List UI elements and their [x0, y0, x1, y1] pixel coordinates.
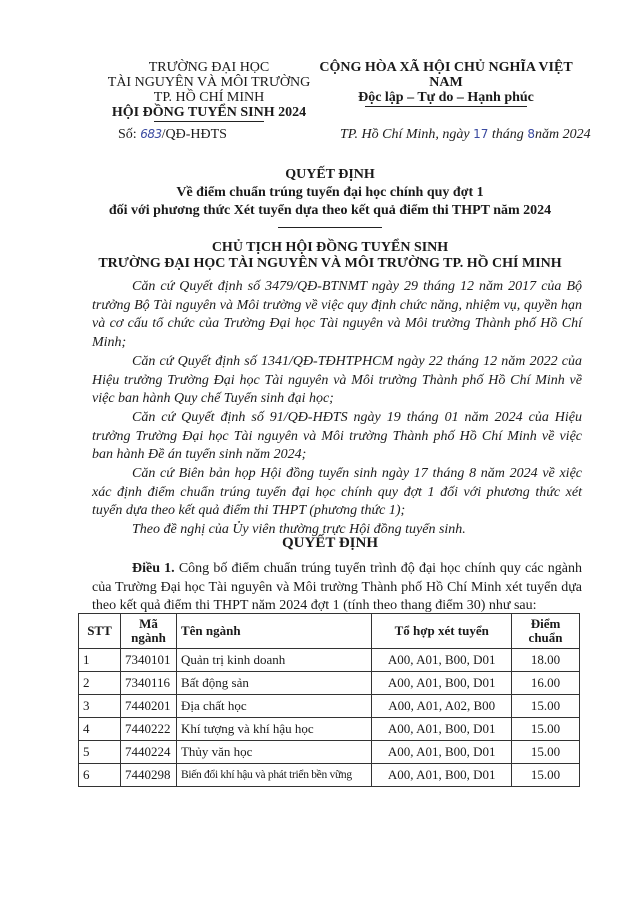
- cell-score: 15.00: [512, 718, 580, 741]
- cell-score: 18.00: [512, 649, 580, 672]
- title-rule: [278, 227, 382, 228]
- cell-code: 7340116: [120, 672, 176, 695]
- issuer-header: [84, 60, 334, 122]
- cell-score: 15.00: [512, 741, 580, 764]
- cell-name: Biến đổi khí hậu và phát triển bền vững: [176, 764, 371, 787]
- basis-paragraph-5: Theo đề nghị của Ủy viên thường trực Hội đồng tuyển sinh.: [132, 522, 466, 538]
- doc-number-handwritten: 683: [140, 127, 162, 141]
- place-date-day: 17: [473, 127, 489, 141]
- chair-line-1: CHỦ TỊCH HỘI ĐỒNG TUYỂN SINH: [211, 240, 449, 255]
- issuer-line-1: TRƯỜNG ĐẠI HỌC: [148, 60, 270, 75]
- table-row: [79, 695, 580, 718]
- cell-stt: 1: [79, 649, 121, 672]
- basis-paragraph-1: Căn cứ Quyết định số 3479/QĐ-BTNMT ngày 29 tháng 12 năm 2017 của Bộ trưởng Bộ Tài nguyên và Môi trường về việc quy định chức năng, nhiệm vụ, quyền hạn và cơ cấu tổ chức của Trường Đại học Tài nguyên và Môi trường Thành phố Hồ Chí Minh;: [92, 279, 582, 351]
- cell-stt: 4: [79, 718, 121, 741]
- cell-combo: A00, A01, B00, D01: [372, 649, 512, 672]
- chair-line-2: TRƯỜNG ĐẠI HỌC TÀI NGUYÊN VÀ MÔI TRƯỜNG TP. HỒ CHÍ MINH: [98, 256, 562, 271]
- cell-score: 15.00: [512, 764, 580, 787]
- place-date-part3: năm 2024: [534, 127, 591, 142]
- decision-title: [60, 166, 600, 228]
- doc-number-suffix: /QĐ-HĐTS: [161, 127, 227, 142]
- document-number: [118, 127, 227, 143]
- header-stt: STT: [79, 614, 121, 649]
- national-header: [306, 60, 586, 107]
- place-date-month: 8: [527, 127, 535, 141]
- title-line-1: QUYẾT ĐỊNH: [285, 167, 375, 182]
- table-row: [79, 764, 580, 787]
- basis-paragraph-3: Căn cứ Quyết định số 91/QĐ-HĐTS ngày 19 tháng 01 năm 2024 của Hiệu trưởng Trường Đại học Tài nguyên và Môi trường Thành phố Hồ Chí Minh về việc ban hành Đề án tuyển sinh năm 2024;: [92, 409, 582, 463]
- table-row: [79, 649, 580, 672]
- header-name: Tên ngành: [176, 614, 371, 649]
- national-underline: [365, 106, 527, 107]
- cell-combo: A00, A01, B00, D01: [372, 764, 512, 787]
- cell-code: 7440222: [120, 718, 176, 741]
- title-line-2: Về điểm chuẩn trúng tuyển đại học chính quy đợt 1: [176, 185, 484, 200]
- issuer-underline: [154, 121, 264, 122]
- header-combo: Tổ hợp xét tuyển: [372, 614, 512, 649]
- cell-name: Địa chất học: [176, 695, 371, 718]
- cell-combo: A00, A01, B00, D01: [372, 741, 512, 764]
- cell-score: 15.00: [512, 695, 580, 718]
- cell-code: 7440298: [120, 764, 176, 787]
- article-1: [92, 560, 582, 616]
- cell-code: 7440201: [120, 695, 176, 718]
- table-row: [79, 741, 580, 764]
- issuer-line-4: HỘI ĐỒNG TUYỂN SINH 2024: [111, 105, 307, 120]
- cell-stt: 2: [79, 672, 121, 695]
- cell-name: Khí tượng và khí hậu học: [176, 718, 371, 741]
- cell-name: Quản trị kinh doanh: [176, 649, 371, 672]
- national-title: CỘNG HÒA XÃ HỘI CHỦ NGHĨA VIỆT NAM: [319, 60, 573, 90]
- cell-name: Thủy văn học: [176, 741, 371, 764]
- cell-stt: 5: [79, 741, 121, 764]
- table-row: [79, 672, 580, 695]
- table-header-row: [79, 614, 580, 649]
- place-date: [340, 127, 591, 143]
- article-1-label: Điều 1.: [132, 561, 175, 576]
- title-line-3: đối với phương thức Xét tuyển dựa theo kết quả điểm thi THPT năm 2024: [108, 203, 552, 218]
- admission-score-table: [78, 613, 580, 787]
- basis-paragraph-4: Căn cứ Biên bản họp Hội đồng tuyển sinh ngày 17 tháng 8 năm 2024 về xiệc xác định điểm chuẩn trúng tuyển đại học chính quy đợt 1 đối với phương thức xét tuyển dựa theo kết quả điểm thi THPT (phương thức 1);: [92, 466, 582, 519]
- cell-score: 16.00: [512, 672, 580, 695]
- cell-code: 7340101: [120, 649, 176, 672]
- cell-name: Bất động sản: [176, 672, 371, 695]
- chair-heading: [60, 240, 600, 272]
- cell-combo: A00, A01, B00, D01: [372, 672, 512, 695]
- header-code: Mã ngành: [120, 614, 176, 649]
- table-row: [79, 718, 580, 741]
- place-date-part2: tháng: [488, 127, 528, 142]
- issuer-line-2: TÀI NGUYÊN VÀ MÔI TRƯỜNG: [107, 75, 311, 90]
- legal-basis: [92, 278, 582, 540]
- doc-number-prefix: Số:: [118, 127, 141, 142]
- place-date-part1: TP. Hồ Chí Minh, ngày: [340, 127, 474, 142]
- cell-combo: A00, A01, B00, D01: [372, 718, 512, 741]
- cell-code: 7440224: [120, 741, 176, 764]
- article-1-text: Công bố điểm chuẩn trúng tuyển trình độ đại học chính quy các ngành của Trường Đại học Tài nguyên và Môi trường Thành phố Hồ Chí Minh xét tuyển dựa theo kết quả điểm thi THPT năm 2024 đợt 1 (tính theo thang điểm 30) như sau:: [92, 561, 583, 613]
- header-score: Điểm chuẩn: [512, 614, 580, 649]
- basis-paragraph-2: Căn cứ Quyết định số 1341/QĐ-TĐHTPHCM ngày 22 tháng 12 năm 2022 của Hiệu trưởng Trường Đại học Tài nguyên và Môi trường Thành phố Hồ Chí Minh về việc ban hành Quy chế Tuyển sinh đại học;: [92, 353, 582, 407]
- issuer-line-3: TP. HỒ CHÍ MINH: [153, 90, 265, 105]
- cell-stt: 3: [79, 695, 121, 718]
- decision-heading: QUYẾT ĐỊNH: [282, 535, 378, 551]
- cell-combo: A00, A01, A02, B00: [372, 695, 512, 718]
- national-motto: Độc lập – Tự do – Hạnh phúc: [358, 90, 534, 105]
- cell-stt: 6: [79, 764, 121, 787]
